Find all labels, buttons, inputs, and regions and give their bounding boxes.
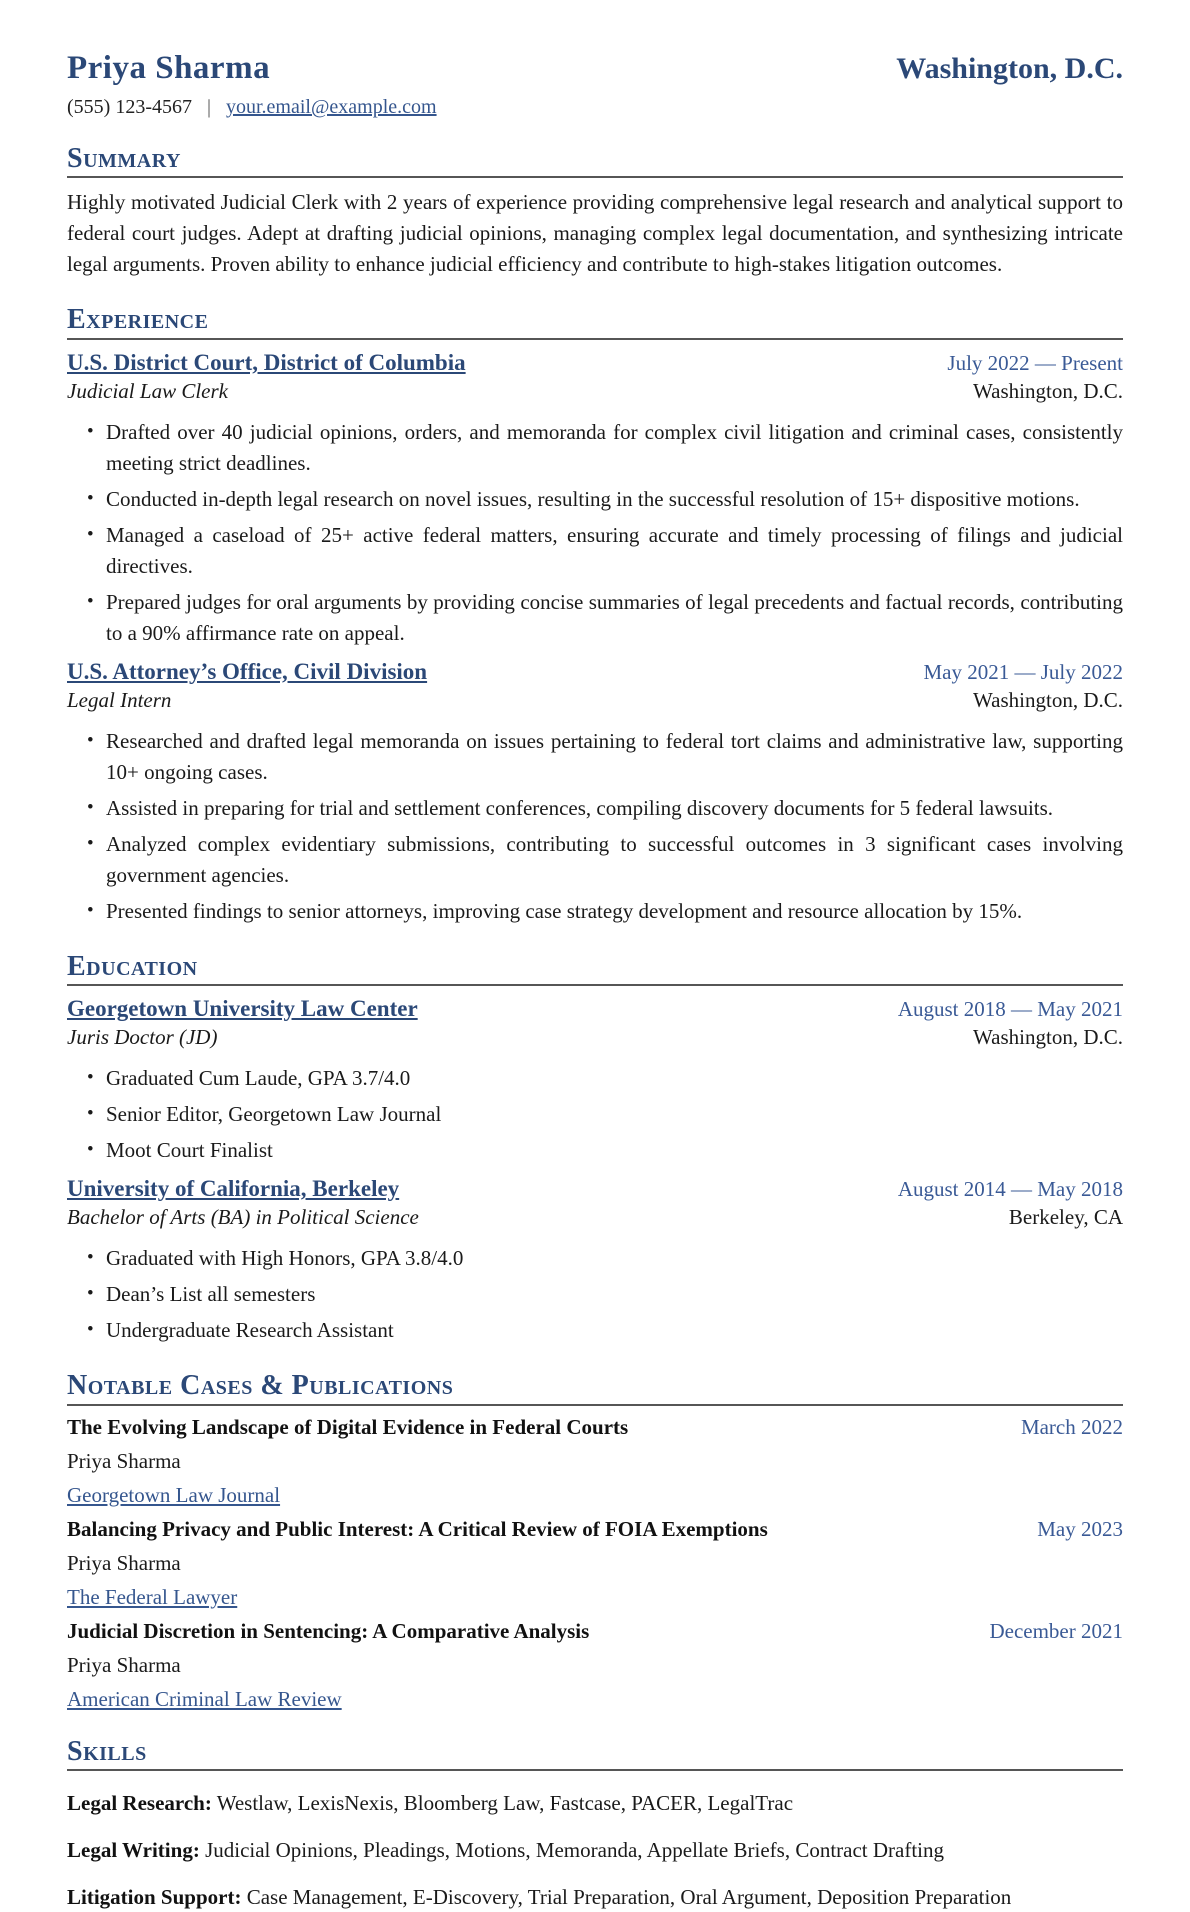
- publication-journal-link[interactable]: Georgetown Law Journal: [67, 1482, 281, 1507]
- section-title-skills: Skills: [67, 1737, 1123, 1771]
- school-link[interactable]: Georgetown University Law Center: [67, 996, 418, 1022]
- school-bullet: • Senior Editor, Georgetown Law Journal: [81, 1099, 1123, 1130]
- contact-separator: |: [206, 96, 211, 118]
- skill-values: Judicial Opinions, Pleadings, Motions, Memoranda, Appellate Briefs, Contract Drafting: [199, 1837, 945, 1862]
- publication-journal-link[interactable]: The Federal Lawyer: [67, 1584, 238, 1609]
- skill-line: [67, 1835, 1123, 1865]
- section-title-experience: Experience: [67, 305, 1123, 339]
- school-bullet-list: [67, 1243, 1123, 1346]
- school-bullet: • Dean’s List all semesters: [81, 1279, 1123, 1310]
- publication-date: March 2022: [1020, 1414, 1123, 1439]
- publication-header: [67, 1619, 1123, 1644]
- job-bullet: • Managed a caseload of 25+ active federal matters, ensuring accurate and timely processing of filings and judicial directives.: [81, 520, 1123, 582]
- school-location: Washington, D.C.: [973, 1025, 1123, 1050]
- header: [67, 50, 1123, 87]
- job-bullet: • Researched and drafted legal memoranda on issues pertaining to federal tort claims and administrative law, supporting 10+ ongoing cases.: [81, 726, 1123, 788]
- job-location: Washington, D.C.: [973, 687, 1123, 712]
- publication-author: Priya Sharma: [67, 1550, 181, 1575]
- job-subheader: [67, 688, 1123, 713]
- school-entry: [67, 996, 1123, 1166]
- job-dates: May 2021 — July 2022: [923, 659, 1123, 684]
- job-role: Legal Intern: [67, 687, 172, 712]
- publication-title: Balancing Privacy and Public Interest: A Critical Review of FOIA Exemptions: [67, 1516, 768, 1541]
- skill-category-label: Litigation Support:: [67, 1884, 242, 1909]
- summary-text: Highly motivated Judicial Clerk with 2 years of experience providing comprehensive legal research and analytical support to federal court judges. Adept at drafting judicial opinions, managing complex legal documentation, and synthesizing intricate legal arguments. Proven ability to enhance judicial efficiency and contribute to high-stakes litigation outcomes.: [67, 190, 1123, 277]
- school-dates: August 2014 — May 2018: [897, 1177, 1123, 1202]
- job-location: Washington, D.C.: [973, 378, 1123, 403]
- skill-line: [67, 1788, 1123, 1818]
- job-role: Judicial Law Clerk: [67, 378, 228, 403]
- phone-number: (555) 123-4567: [67, 96, 192, 118]
- section-title-summary: Summary: [67, 144, 1123, 178]
- candidate-name: Priya Sharma: [67, 50, 271, 86]
- skill-line: [67, 1882, 1123, 1912]
- school-subheader: [67, 1205, 1123, 1230]
- job-bullet: • Presented findings to senior attorneys, improving case strategy development and resource allocation by 15%.: [81, 896, 1123, 927]
- header-location: Washington, D.C.: [896, 52, 1123, 85]
- company-link[interactable]: U.S. District Court, District of Columbia: [67, 349, 466, 375]
- job-header: [67, 350, 1123, 376]
- school-link[interactable]: University of California, Berkeley: [67, 1176, 400, 1202]
- job-bullet: • Prepared judges for oral arguments by providing concise summaries of legal precedents and factual records, contributing to a 90% affirmance rate on appeal.: [81, 587, 1123, 649]
- school-entry: [67, 1176, 1123, 1346]
- publication-author: Priya Sharma: [67, 1448, 181, 1473]
- job-bullet-list: [67, 417, 1123, 649]
- job-bullet: • Assisted in preparing for trial and settlement conferences, compiling discovery documents for 5 federal lawsuits.: [81, 793, 1123, 824]
- publication-journal-link[interactable]: American Criminal Law Review: [67, 1686, 342, 1711]
- job-entry: [67, 659, 1123, 927]
- publication-entry: [67, 1517, 1123, 1610]
- contact-line: [67, 96, 1123, 119]
- school-bullet: • Graduated with High Honors, GPA 3.8/4.0: [81, 1243, 1123, 1274]
- skill-values: Case Management, E-Discovery, Trial Preparation, Oral Argument, Deposition Preparation: [241, 1884, 1012, 1909]
- publication-entry: [67, 1619, 1123, 1712]
- school-location: Berkeley, CA: [1008, 1205, 1123, 1230]
- job-subheader: [67, 379, 1123, 404]
- publication-date: May 2023: [1037, 1516, 1123, 1541]
- school-header: [67, 1176, 1123, 1202]
- skill-category-label: Legal Research:: [67, 1790, 212, 1815]
- skill-values: Westlaw, LexisNexis, Bloomberg Law, Fastcase, PACER, LegalTrac: [211, 1790, 794, 1815]
- job-header: [67, 659, 1123, 685]
- school-bullet: • Undergraduate Research Assistant: [81, 1315, 1123, 1346]
- job-entry: [67, 350, 1123, 649]
- skill-category-label: Legal Writing:: [67, 1837, 200, 1862]
- publication-title: Judicial Discretion in Sentencing: A Comparative Analysis: [67, 1618, 590, 1643]
- email-link[interactable]: your.email@example.com: [226, 96, 437, 118]
- job-dates: July 2022 — Present: [947, 350, 1123, 375]
- company-link[interactable]: U.S. Attorney’s Office, Civil Division: [67, 658, 428, 684]
- publication-title: The Evolving Landscape of Digital Evidence in Federal Courts: [67, 1414, 629, 1439]
- school-subheader: [67, 1025, 1123, 1050]
- school-degree: Juris Doctor (JD): [67, 1025, 218, 1050]
- school-header: [67, 996, 1123, 1022]
- job-bullet-list: [67, 726, 1123, 927]
- publication-header: [67, 1415, 1123, 1440]
- section-title-education: Education: [67, 952, 1123, 986]
- school-dates: August 2018 — May 2021: [897, 997, 1123, 1022]
- school-bullet: • Moot Court Finalist: [81, 1135, 1123, 1166]
- publication-date: December 2021: [989, 1618, 1123, 1643]
- publication-author: Priya Sharma: [67, 1652, 181, 1677]
- school-bullet: • Graduated Cum Laude, GPA 3.7/4.0: [81, 1063, 1123, 1094]
- school-bullet-list: [67, 1063, 1123, 1166]
- job-bullet: • Analyzed complex evidentiary submissions, contributing to successful outcomes in 3 significant cases involving government agencies.: [81, 829, 1123, 891]
- job-bullet: • Conducted in-depth legal research on novel issues, resulting in the successful resolution of 15+ dispositive motions.: [81, 484, 1123, 515]
- publication-entry: [67, 1415, 1123, 1508]
- job-bullet: • Drafted over 40 judicial opinions, orders, and memoranda for complex civil litigation and criminal cases, consistently meeting strict deadlines.: [81, 417, 1123, 479]
- section-title-publications: Notable Cases & Publications: [67, 1371, 1123, 1405]
- publication-header: [67, 1517, 1123, 1542]
- school-degree: Bachelor of Arts (BA) in Political Science: [67, 1205, 419, 1230]
